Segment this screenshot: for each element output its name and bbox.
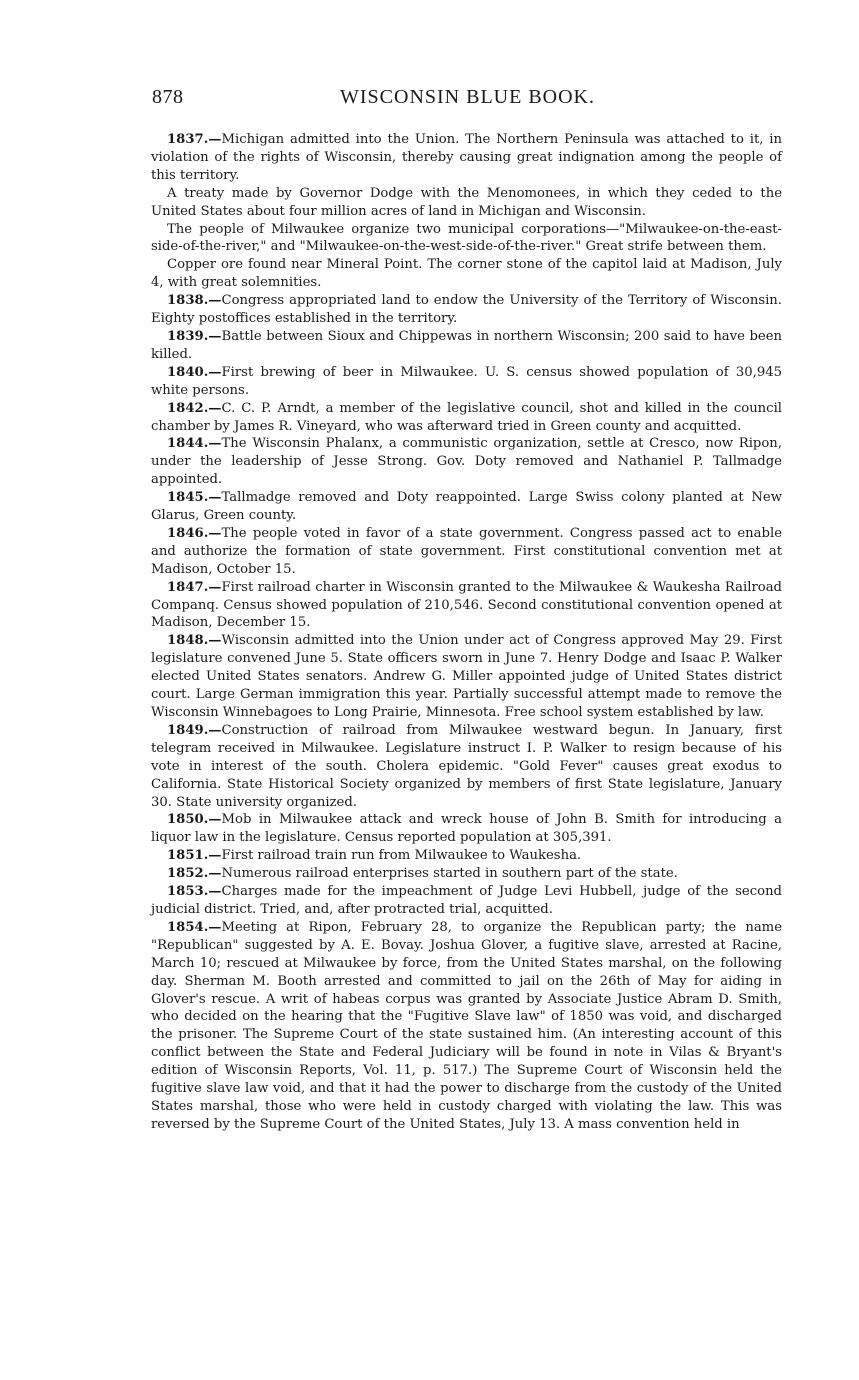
running-title: WISCONSIN BLUE BOOK. <box>340 86 595 108</box>
chronology-entry <box>151 919 782 1134</box>
chronology-entry <box>151 435 782 489</box>
entry-text: Wisconsin admitted into the Union under act of Congress approved May 29. First legislature convened June 5. State officers sworn in June 7. Henry Dodge and Isaac P. Walker elected United States senators. Andrew G. Miller appointed judge of United States district court. Large German immigration this year. Partially successful attempt made to remove the Wisconsin Winnebagoes to Long Prairie, Minnesota. Free school system established by law. <box>151 633 782 720</box>
entry-text: First railroad charter in Wisconsin granted to the Milwaukee & Waukesha Railroad Companq. Census showed population of 210,546. Second constitutional convention opened at Madison, December 15. <box>151 579 782 631</box>
entry-year: 1842 .— <box>167 401 222 416</box>
chronology-entry <box>151 221 782 257</box>
entry-text: Congress appropriated land to endow the University of the Territory of Wisconsin. Eighty postoffices established in the territory. <box>151 293 782 327</box>
entry-year: 1844 .— <box>167 436 222 451</box>
chronology-entry <box>151 579 782 633</box>
chronology-entry <box>151 185 782 221</box>
page-header <box>152 86 782 114</box>
entry-year: 1837 .— <box>167 132 222 147</box>
entry-year: 1847 .— <box>167 580 222 595</box>
chronology-entry <box>151 256 782 292</box>
entry-year: 1846 .— <box>167 526 222 541</box>
chronology-entry <box>151 883 782 919</box>
entry-text: Numerous railroad enterprises started in southern part of the state. <box>221 866 678 882</box>
entry-text: Construction of railroad from Milwaukee westward begun. In January, first telegram received in Milwaukee. Legislature instruct I. P. Walker to resign because of his vote in interest of the south. Cholera epidemic. "Gold Fever" causes great exodus to California. State Historical Society organized by members of first State legislature, January 30. State university organized. <box>151 722 782 810</box>
entry-year: 1854 .— <box>167 920 222 935</box>
chronology-entry <box>151 811 782 847</box>
chronology-entry <box>151 400 782 436</box>
entry-year: 1845 .— <box>167 490 222 505</box>
entry-year: 1850 .— <box>167 812 222 827</box>
entry-text: Meeting at Ripon, February 28, to organize the Republican party; the name "Republican" suggested by A. E. Bovay. Joshua Glover, a fugitive slave, arrested at Racine, March 10; rescued at Milwaukee by force, from the United States marshal, on the following day. Sherman M. Booth arrested and committed to jail on the 26th of May for aiding in Glover's rescue. A writ of habeas corpus was granted by Associate Justice Abram D. Smith, who decided on the hearing that the "Fugitive Slave law" of 1850 was void, and discharged the prisoner. The Supreme Court of the state sustained him. (An interesting account of this conflict between the State and Federal Judiciary will be found in note in Vilas & Bryant's edition of Wisconsin Reports, Vol. 11, p. 517.) The Supreme Court of Wisconsin held the fugitive slave law void, and that it had the power to discharge from the custody of the United States marshal, those who were held in custody charged with violating the law. This was reversed by the Supreme Court of the United States, July 13. A mass convention held in <box>151 919 782 1132</box>
entry-text: First railroad train run from Milwaukee to Waukesha. <box>221 848 582 864</box>
chronology-entry <box>151 364 782 400</box>
chronology-entry <box>151 865 782 883</box>
entry-year: 1838 .— <box>167 293 222 308</box>
entry-text: Charges made for the impeachment of Judge Levi Hubbell, judge of the second judicial district. Tried, and, after protracted trial, acquitted. <box>151 884 782 917</box>
chronology-entry <box>151 328 782 364</box>
entry-year: 1853 .— <box>167 884 222 899</box>
entry-text: C. C. P. Arndt, a member of the legislative council, shot and killed in the council chamber by James R. Vineyard, who was afterward tried in Green county and acquitted. <box>151 400 782 434</box>
entry-text: Copper ore found near Mineral Point. The corner stone of the capitol laid at Madison, July 4, with great solemnities. <box>151 257 782 291</box>
entry-text: The people voted in favor of a state government. Congress passed act to enable and authorize the formation of state government. First constitutional convention met at Madison, October 15. <box>151 525 782 577</box>
entry-text: Tallmadge removed and Doty reappointed. Large Swiss colony planted at New Glarus, Green county. <box>151 490 782 524</box>
entry-year: 1840 .— <box>167 365 222 380</box>
chronology-entry <box>151 489 782 525</box>
chronology-entry <box>151 847 782 865</box>
entry-text: First brewing of beer in Milwaukee. U. S. census showed population of 30,945 white persons. <box>151 364 782 398</box>
chronology-entry <box>151 131 782 185</box>
chronology-entry <box>151 632 782 722</box>
entry-text: Michigan admitted into the Union. The Northern Peninsula was attached to it, in violation of the rights of Wisconsin, thereby causing great indignation among the people of this territory. <box>151 132 782 183</box>
entry-text: The people of Milwaukee organize two municipal corporations—"Milwaukee-on-the-east-side-of-the-river," and "Milwaukee-on-the-west-side-of-the-river." Great strife between them. <box>151 221 782 255</box>
chronology-text <box>151 131 782 1134</box>
entry-year: 1852 .— <box>167 866 222 881</box>
entry-year: 1849 .— <box>167 723 222 738</box>
entry-year: 1851 .— <box>167 848 222 863</box>
entry-year: 1839 .— <box>167 329 222 344</box>
entry-text: The Wisconsin Phalanx, a communistic organization, settle at Cresco, now Ripon, under the leadership of Jesse Strong. Gov. Doty removed and Nathaniel P. Tallmadge appointed. <box>151 436 782 488</box>
chronology-entry <box>151 292 782 328</box>
chronology-entry <box>151 722 782 812</box>
entry-year: 1848 .— <box>167 633 222 648</box>
entry-text: Mob in Milwaukee attack and wreck house of John B. Smith for introducing a liquor law in the legislature. Census reported population at 305,391. <box>151 812 782 846</box>
page-number: 878 <box>152 86 184 108</box>
entry-text: A treaty made by Governor Dodge with the Menomonees, in which they ceded to the United States about four million acres of land in Michigan and Wisconsin. <box>151 185 782 219</box>
entry-text: Battle between Sioux and Chippewas in northern Wisconsin; 200 said to have been killed. <box>151 328 782 362</box>
chronology-entry <box>151 525 782 579</box>
